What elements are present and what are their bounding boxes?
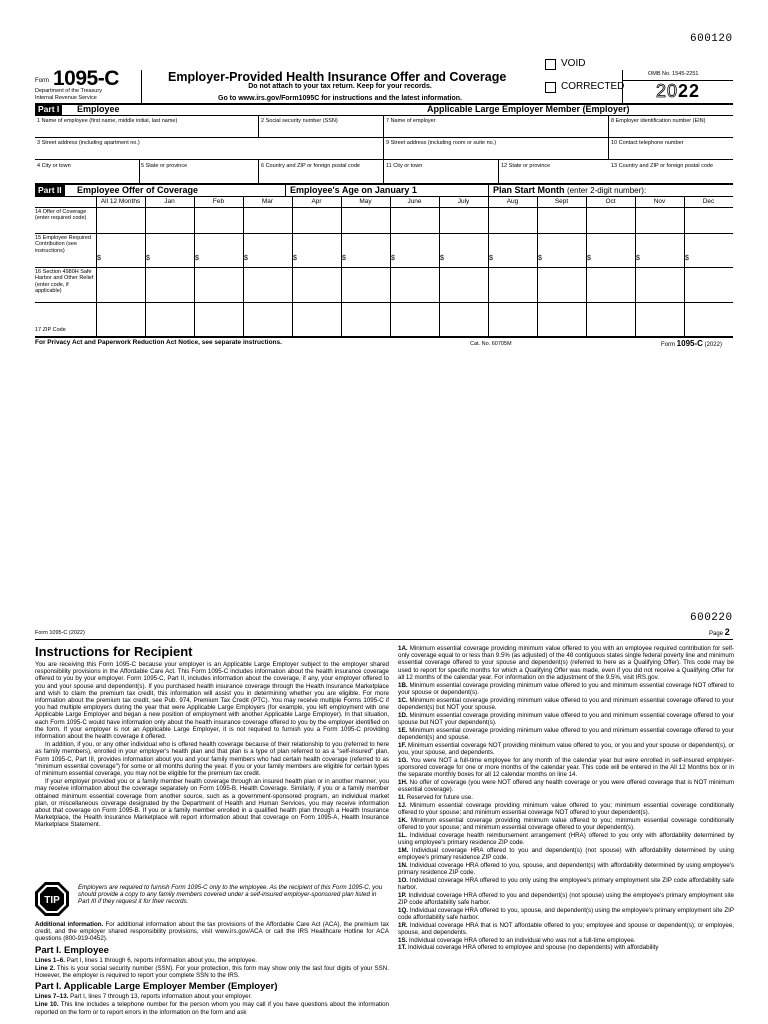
- form-code-top: 600120: [690, 33, 733, 45]
- corrected-checkbox[interactable]: [545, 82, 556, 93]
- offer-code: 1R.: [398, 921, 408, 929]
- offer-code-text: You were NOT a full-time employee for any month of the calendar year but were enrolled in self-insured employer-sponsored coverage for one or more months of the calendar year. This code will be entered in the All 12 Months box or in the separate monthly boxes for all 12 calendar months on line 14.: [398, 756, 734, 779]
- field-10-label: 10 Contact telephone number: [611, 140, 684, 146]
- intro-paragraph-2: In addition, if you, or any other individual who is offered health coverage because of their relationship to you (referred to here as family members), enrolled in your employer's health plan and that plan is a type of plan referred to as a "self-insured" plan, Form 1095-C, Part III, provides information about you and your family members who had certain health coverage (referred to as "minimum essential coverage") for some or all months during the year. If you or your family members are eligible for certain types of minimum essential coverage, you may not be eligible for the premium tax credit.: [35, 741, 389, 778]
- offer-code-text: Individual coverage health reimbursement arrangement (HRA) offered to you only with affordability determined by using employee's primary residence ZIP code.: [398, 831, 734, 846]
- footer-form-prefix: Form: [661, 342, 675, 348]
- void-label: VOID: [561, 58, 586, 69]
- offer-code: 1O.: [398, 876, 408, 884]
- row-17-bottom: [35, 336, 733, 338]
- row-15-dollar-12: $: [685, 255, 689, 262]
- part2-bar-divider-1: [285, 184, 286, 196]
- offer-code: 1K.: [398, 816, 408, 824]
- row-15-dollar-1: $: [146, 255, 150, 262]
- tip-text: Employers are required to furnish Form 1095-C only to the employee. As the recipient of this Form 1095-C, you should provide a copy to any family members covered under a self-insured employer-sponsored plan listed in Part III if they request it for their records.: [78, 884, 383, 906]
- instructions-heading: Instructions for Recipient: [35, 644, 193, 659]
- row-15-dollar-4: $: [293, 255, 297, 262]
- row-15-dollar-7: $: [440, 255, 444, 262]
- lines-1-6-label: Lines 1–6.: [35, 956, 65, 964]
- month-header-12: Dec: [702, 198, 715, 205]
- field-13-label: 13 Country and ZIP or foreign postal code: [611, 163, 714, 169]
- part2-tag: Part II: [35, 185, 65, 196]
- offer-code-item: [398, 922, 734, 936]
- line-10-label: Line 10.: [35, 1001, 59, 1009]
- tax-year-prefix: 20: [656, 81, 679, 101]
- offer-code-text: Minimum essential coverage providing minimum value offered to you and minimum essential coverage offered to your dependent(s) but NOT your spouse.: [398, 696, 734, 711]
- month-header-3: Mar: [261, 198, 274, 205]
- corrected-label: CORRECTED: [561, 81, 625, 92]
- part2-bar-bottom: [35, 196, 733, 197]
- form-subtitle-2: Go to www.irs.gov/Form1095C for instructions and the latest information.: [218, 95, 462, 102]
- offer-code: 1F.: [398, 741, 407, 749]
- grid-column-line: [341, 196, 342, 337]
- offer-code: 1G.: [398, 756, 408, 764]
- privacy-notice: For Privacy Act and Paperwork Reduction Act Notice, see separate instructions.: [35, 339, 282, 346]
- intro-paragraph-3: If your employer provided you or a family member health coverage through an insured health plan or in another manner, you may receive information about the coverage separately on Form 1095-B, Health Coverage. Similarly, if you or a family member obtained minimum essential coverage from another source, such as a government-sponsored program, an individual market plan, or miscellaneous coverage designated by the Department of Health and Human Services, you may receive information about that coverage on Form 1095-B. If you or a family member enrolled in a qualified health plan through a Health Insurance Marketplace, the Health Insurance Marketplace will report information about that coverage on Form 1095-A, Health Insurance Marketplace Statement.: [35, 778, 389, 829]
- offer-code: 1S.: [398, 936, 408, 944]
- form-page-1: [0, 0, 768, 350]
- offer-code-item: [398, 727, 734, 741]
- field-6-label: 6 Country and ZIP or foreign postal code: [261, 163, 360, 169]
- offer-code-item: [398, 892, 734, 906]
- offer-code-item: [398, 757, 734, 779]
- tax-year: [656, 81, 700, 102]
- row-15-dollar-10: $: [587, 255, 591, 262]
- offer-code-item: [398, 817, 734, 831]
- row-15-dollar-9: $: [538, 255, 542, 262]
- offer-code-item: [398, 794, 734, 801]
- dept-line-1: Department of the Treasury: [35, 88, 102, 94]
- month-header-6: June: [407, 198, 422, 205]
- month-header-0: All 12 Months: [100, 198, 141, 205]
- offer-code: 1D.: [398, 711, 408, 719]
- additional-info-text: For additional information about the tax provisions of the Affordable Care Act (ACA), the premium tax credit, and the employer shared responsibility provisions, visit www.irs.gov/ACA or call the IRS Healthcare Hotline for ACA questions (800-919-0452).: [35, 921, 389, 943]
- grid-column-line: [537, 196, 538, 337]
- month-header-5: May: [359, 198, 372, 205]
- additional-info: [35, 921, 389, 943]
- row-15-dollar-5: $: [342, 255, 346, 262]
- offer-code: 1L.: [398, 831, 407, 839]
- offer-code-item: [398, 779, 734, 793]
- void-checkbox[interactable]: [545, 59, 556, 70]
- offer-code-item: [398, 682, 734, 696]
- lines-1-6: [35, 957, 389, 964]
- divider-f7-f8: [608, 115, 609, 159]
- row-15-dollar-0: $: [97, 255, 101, 262]
- form-title: Employer-Provided Health Insurance Offer and Coverage: [168, 70, 507, 84]
- divider-f11-f12: [498, 159, 499, 183]
- offer-code-item: [398, 802, 734, 816]
- form-page-2: [0, 590, 768, 1024]
- offer-code-item: [398, 742, 734, 756]
- additional-info-label: Additional information.: [35, 921, 104, 928]
- line-2-label: Line 2.: [35, 964, 55, 972]
- lines-7-13-label: Lines 7–13.: [35, 993, 69, 1001]
- offer-code: 1Q.: [398, 906, 408, 914]
- offer-code: 1T.: [398, 944, 407, 952]
- grid-column-line: [145, 196, 146, 337]
- offer-code-text: Individual coverage HRA offered to you and dependent(s) (not spouse) with affordability determined by using employee's primary residence ZIP code.: [398, 846, 734, 861]
- month-header-2: Feb: [212, 198, 225, 205]
- row-16-label: 16 Section 4980H Safe Harbor and Other Relief (enter code, if applicable): [35, 269, 94, 294]
- offer-code-item: [398, 937, 734, 944]
- field-11-label: 11 City or town: [386, 163, 423, 169]
- offer-code-item: [398, 847, 734, 861]
- offer-code-text: Individual coverage HRA offered to you, spouse, and dependent(s) using the employee's primary employment site ZIP code affordability safe harbor.: [398, 906, 734, 921]
- employee-age-label: Employee's Age on January 1: [290, 185, 417, 195]
- offer-code: 1J.: [398, 801, 407, 809]
- offer-code-text: Individual coverage HRA offered to you and dependent(s) (not spouse) using the employee's primary employment site ZIP code affordability safe harbor.: [398, 891, 734, 906]
- offer-code-text: Reserved for future use.: [406, 793, 474, 801]
- tax-year-suffix: 22: [678, 81, 701, 101]
- grid-column-line: [488, 196, 489, 337]
- offer-code-text: Minimum essential coverage providing minimum value offered to you and minimum essential coverage NOT offered to your spouse or dependent(s).: [398, 681, 734, 696]
- offer-code-item: [398, 862, 734, 876]
- page2-form-label: Form 1095-C (2022): [35, 630, 85, 636]
- month-header-9: Sept: [554, 198, 569, 205]
- offer-code: 1P.: [398, 891, 407, 899]
- row-15-dollar-6: $: [391, 255, 395, 262]
- footer-form-id: [661, 339, 722, 348]
- offer-codes-column: [398, 645, 734, 1024]
- month-header-1: Jan: [164, 198, 175, 205]
- divider-f5-f6: [258, 159, 259, 183]
- plan-start-label: Plan Start Month: [493, 185, 565, 195]
- row-15-bottom: [35, 267, 733, 268]
- offer-code-item: [398, 712, 734, 726]
- tip-label: TIP: [44, 895, 60, 906]
- field-8-label: 8 Employer identification number (EIN): [611, 118, 706, 124]
- grid-column-line: [635, 196, 636, 337]
- omb-number: OMB No. 1545-2251: [648, 71, 699, 77]
- offer-code: 1N.: [398, 861, 408, 869]
- offer-code-text: No offer of coverage (you were NOT offered any health coverage or you were offered coverage that is NOT minimum essential coverage).: [398, 778, 734, 794]
- instructions-left-column: [35, 661, 389, 830]
- offer-code-item: [398, 877, 734, 891]
- row-15-dollar-11: $: [636, 255, 640, 262]
- part1-center-divider: [383, 115, 384, 183]
- offer-code: 1E.: [398, 726, 408, 734]
- field-12-label: 12 State or province: [501, 163, 551, 169]
- field-3-label: 3 Street address (including apartment no.): [37, 140, 140, 146]
- lines-1-6-text: Part I, lines 1 through 6, reports information about you, the employee.: [66, 956, 257, 964]
- line-2-text: This is your social security number (SSN). For your protection, this form may show only the last four digits of your SSN. However, the employer is required to report your complete SSN to the IRS.: [35, 964, 389, 980]
- month-header-4: Apr: [311, 198, 322, 205]
- month-header-10: Oct: [605, 198, 616, 205]
- grid-column-line: [439, 196, 440, 337]
- page-label: Page: [709, 631, 724, 637]
- employee-age-title: [290, 185, 417, 196]
- row-15-dollar-8: $: [489, 255, 493, 262]
- grid-column-line: [96, 196, 97, 337]
- part1-row1-bottom: [35, 137, 733, 138]
- field-2-label: 2 Social security number (SSN): [261, 118, 338, 124]
- offer-code-text: Individual coverage HRA offered to you only using the employee's primary employment site ZIP code affordability safe harbor.: [398, 876, 734, 891]
- month-header-bottom: [35, 207, 733, 208]
- grid-column-line: [586, 196, 587, 337]
- grid-column-line: [194, 196, 195, 337]
- row-14-bottom: [35, 233, 733, 234]
- offer-code-text: Minimum essential coverage providing minimum value offered to you and minimum essential coverage offered to your spouse but NOT your dependent(s).: [398, 711, 734, 726]
- field-7-label: 7 Name of employer: [386, 118, 436, 124]
- dept-line-2: Internal Revenue Service: [35, 95, 97, 101]
- divider-f4-f5: [139, 159, 140, 183]
- offer-code: 1I.: [398, 793, 405, 801]
- field-9-label: 9 Street address (including room or suite no.): [386, 140, 497, 146]
- part1-employer-title: Applicable Large Employer Member (Employer): [427, 104, 630, 114]
- line-10: [35, 1001, 389, 1015]
- offer-code-text: Minimum essential coverage providing minimum value offered to you; minimum essential coverage conditionally offered to your spouse; and minimum essential coverage NOT offered to your dependent(s).: [398, 801, 734, 816]
- part2-title: Employee Offer of Coverage: [77, 185, 199, 195]
- row-15-dollar-2: $: [195, 255, 199, 262]
- lines-7-13: [35, 993, 389, 1000]
- part1-title: Employee: [77, 104, 120, 114]
- part1-employer-heading: Part I. Applicable Large Employer Member (Employer): [35, 981, 278, 993]
- offer-code-text: Individual coverage HRA offered to an individual who was not a full-time employee.: [409, 936, 636, 944]
- grid-column-line: [390, 196, 391, 337]
- footer-form-number: 1095-C: [676, 339, 703, 348]
- plan-start-note: (enter 2-digit number):: [567, 186, 647, 195]
- offer-code: 1B.: [398, 681, 408, 689]
- form-subtitle-1: Do not attach to your tax return. Keep for your records.: [248, 83, 432, 90]
- offer-code: 1A.: [398, 645, 408, 652]
- offer-code-item: [398, 944, 734, 951]
- offer-code-text: Minimum essential coverage providing minimum value offered to you and minimum essential coverage offered to your dependent(s) and spouse.: [398, 726, 734, 741]
- part2-bar-divider-2: [488, 184, 489, 196]
- offer-code-text: Minimum essential coverage providing minimum value offered to you; minimum essential coverage conditionally offered to your spouse; and minimum essential coverage offered to your dependent(s).: [398, 816, 734, 831]
- line-10-text: This line includes a telephone number for the person whom you may call if you have questions about the information reported on the form or to report errors in the information on the form and ask: [35, 1001, 389, 1016]
- field-5-label: 5 State or province: [141, 163, 188, 169]
- part1-tag: Part I: [35, 104, 62, 115]
- form-number: 1095-C: [53, 67, 119, 90]
- grid-column-line: [684, 196, 685, 337]
- row-15-dollar-3: $: [244, 255, 248, 262]
- row-14-label: 14 Offer of Coverage (enter required code): [35, 209, 87, 222]
- field-1-label: 1 Name of employee (first name, middle initial, last name): [37, 118, 178, 124]
- row-15-label: 15 Employee Required Contribution (see instructions): [35, 235, 91, 254]
- grid-column-line: [292, 196, 293, 337]
- offer-code-text: Individual coverage HRA offered to employee and spouse (no dependents) with affordability: [408, 944, 659, 952]
- field-4-label: 4 City or town: [37, 163, 71, 169]
- form-prefix: Form: [35, 78, 49, 84]
- part1-bar-bottom: [35, 115, 733, 116]
- grid-column-line: [243, 196, 244, 337]
- part1-employee-heading: Part I. Employee: [35, 944, 109, 956]
- page-number: 2: [724, 627, 730, 637]
- page2-page-number: [709, 627, 730, 637]
- instructions-left-lower: [35, 921, 389, 1017]
- offer-code-item: [398, 832, 734, 846]
- form-code-page2: 600220: [690, 612, 733, 624]
- tip-icon: [35, 882, 69, 916]
- line-2: [35, 965, 389, 979]
- plan-start-title: [493, 185, 646, 196]
- header-divider-left: [141, 70, 142, 103]
- offer-code: 1H.: [398, 778, 408, 786]
- page2-header-rule: [35, 639, 733, 640]
- offer-code: 1C.: [398, 696, 408, 704]
- lines-7-13-text: Part I, lines 7 through 13, reports information about your employer.: [70, 993, 253, 1001]
- month-header-11: Nov: [653, 198, 666, 205]
- divider-f1-f2: [258, 115, 259, 137]
- offer-code: 1M.: [398, 846, 409, 854]
- month-header-8: Aug: [506, 198, 519, 205]
- footer-form-year: (2022): [704, 342, 722, 348]
- offer-code-item: [398, 645, 734, 681]
- intro-paragraph-1: You are receiving this Form 1095-C because your employer is an Applicable Large Employer subject to the employer shared responsibility provisions in the Affordable Care Act. This Form 1095-C includes information about the health insurance coverage offered to you by your employer. Form 1095-C, Part II, includes information about the coverage, if any, your employer offered to you and your spouse and dependent(s). If you purchased health insurance coverage through the Health Insurance Marketplace and wish to claim the premium tax credit, this information will assist you in determining whether you are eligible. For more information about the premium tax credit, see Pub. 974, Premium Tax Credit (PTC). You may receive multiple Forms 1095-C if you had multiple employers during the year that were Applicable Large Employers (for example, you left employment with one Applicable Large Employer and began a new position of employment with another Applicable Large Employer). In that situation, each Form 1095-C would have information only about the health insurance coverage offered to you by the employer identified on the form. If your employer is not an Applicable Large Employer, it is not required to furnish you a Form 1095-C providing information about the health coverage it offered.: [35, 661, 389, 741]
- header-divider-right: [622, 70, 623, 103]
- offer-code-text: Minimum essential coverage providing minimum value offered to you with an employee required contribution for self-only coverage equal to or less than 9.5% (as adjusted) of the 48 contiguous states single federal poverty line and minimum essential coverage offered to your spouse and dependent(s) (referred to here as a Qualifying Offer). This code may be used to report for specific months for which a Qualifying Offer was made, even if you did not receive a Qualifying Offer for all 12 months of the calendar year. For information on the adjustment of the 9.5%, visit IRS.gov.: [398, 645, 734, 681]
- offer-code-text: Individual coverage HRA that is NOT affordable offered to you; employee and spouse or dependent(s); or employee, spouse, and dependents.: [398, 921, 734, 936]
- row-16-bottom: [35, 302, 733, 303]
- offer-code-item: [398, 907, 734, 921]
- offer-code-item: [398, 697, 734, 711]
- offer-code-text: Individual coverage HRA offered to you, spouse, and dependent(s) with affordability determined by using employee's primary residence ZIP code.: [398, 861, 734, 876]
- row-17-label: 17 ZIP Code: [35, 327, 66, 333]
- offer-code-text: Minimum essential coverage NOT providing minimum value offered to you, or you and your spouse or dependent(s), or you, your spouse, and dependents.: [398, 741, 734, 756]
- month-header-7: July: [457, 198, 470, 205]
- cat-number: Cat. No. 60705M: [470, 341, 512, 347]
